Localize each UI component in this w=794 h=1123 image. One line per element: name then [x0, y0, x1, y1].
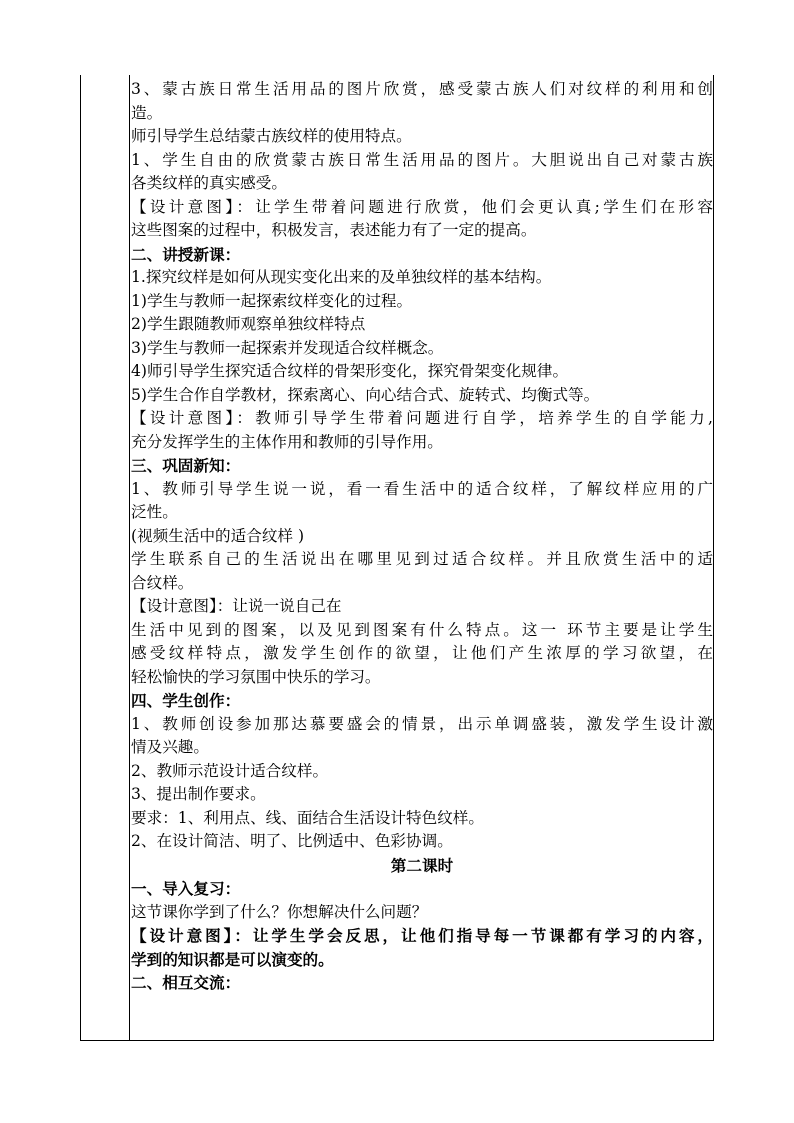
- text-line: 第二课时: [390, 855, 454, 875]
- text-line: 学到的知识都是可以演变的。: [131, 949, 334, 969]
- text-line: 5)学生合作自学教材，探索离心、向心结合式、旋转式、均衡式等。: [131, 385, 600, 404]
- text-line: 4)师引导学生探究适合纹样的骨架形变化，探究骨架变化规律。: [131, 362, 569, 380]
- text-line: 【设计意图】：让说一说自己在: [131, 597, 342, 615]
- text-line: 造。: [131, 103, 163, 122]
- text-line: 师引导学生总结蒙古族纹样的使用特点。: [131, 127, 412, 145]
- text-line: 二、相互交流：: [131, 973, 241, 992]
- text-line: 三、巩固新知：: [131, 456, 241, 475]
- text-line: 1)学生与教师一起探索纹样变化的过程。: [131, 291, 413, 310]
- text-line: 2)学生跟随教师观察单独纹样特点: [131, 315, 366, 333]
- text-line: 3、蒙古族日常生活用品的图片欣赏，感受蒙古族人们对纹样的利用和创: [131, 80, 713, 98]
- text-line: 情及兴趣。: [131, 738, 209, 756]
- text-line: 学生联系自己的生活说出在哪里见到过适合纹样。并且欣赏生活中的适: [131, 550, 713, 568]
- table-border-bottom: [80, 1040, 714, 1041]
- text-line: 3、提出制作要求。: [131, 785, 266, 803]
- lesson-plan-text: [131, 78, 713, 995]
- table-border-left: [80, 75, 81, 1041]
- text-line: 3)学生与教师一起探索并发现适合纹样概念。: [131, 338, 444, 357]
- text-line: 二、讲授新课：: [131, 244, 241, 264]
- text-line: 1、学生自由的欣赏蒙古族日常生活用品的图片。大胆说出自己对蒙古族: [131, 150, 713, 169]
- text-line: 2、教师示范设计适合纹样。: [131, 761, 329, 780]
- text-line: 充分发挥学生的主体作用和教师的引导作用。: [131, 432, 443, 451]
- text-line: 感受纹样特点，激发学生创作的欲望，让他们产生浓厚的学习欲望，在: [131, 644, 713, 662]
- text-line: 生活中见到的图案，以及见到图案有什么特点。这一 环节主要是让学生: [131, 620, 713, 639]
- text-line: 合纹样。: [131, 573, 194, 592]
- text-line: 1、教师创设参加那达慕要盛会的情景，出示单调盛装，激发学生设计激: [131, 714, 713, 733]
- text-line: 各类纹样的真实感受。: [131, 174, 287, 192]
- text-line: 四、学生创作：: [131, 691, 241, 710]
- text-line: 【设计意图】：让学生带着问题进行欣赏，他们会更认真;学生们在形容: [131, 197, 713, 216]
- text-line: 要求：1、利用点、线、面结合生活设计特色纹样。: [131, 808, 484, 827]
- text-line: 2、在设计简洁、明了、比例适中、色彩协调。: [131, 832, 453, 850]
- text-line: 1、教师引导学生说一说，看一看生活中的适合纹样，了解纹样应用的广: [131, 479, 713, 498]
- text-line: (视频生活中的适合纹样 ): [131, 526, 305, 545]
- table-border-right: [713, 75, 714, 1041]
- text-line: 轻松愉快的学习氛围中快乐的学习。: [131, 667, 381, 686]
- text-line: 这些图案的过程中，积极发言，表述能力有了一定的提高。: [131, 221, 537, 239]
- text-line: 1.探究纹样是如何从现实变化出来的及单独纹样的基本结构。: [131, 268, 552, 286]
- text-line: 泛性。: [131, 503, 178, 521]
- table-column-divider: [129, 75, 130, 1041]
- text-line: 一、导入复习：: [131, 879, 241, 898]
- text-line: 这节课你学到了什么？你想解决什么问题？: [131, 902, 428, 921]
- text-line: 【设计意图】：让学生学会反思，让他们指导每一节课都有学习的内容，: [131, 926, 713, 945]
- text-line: 【设计意图】：教师引导学生带着问题进行自学，培养学生的自学能力,: [131, 409, 713, 427]
